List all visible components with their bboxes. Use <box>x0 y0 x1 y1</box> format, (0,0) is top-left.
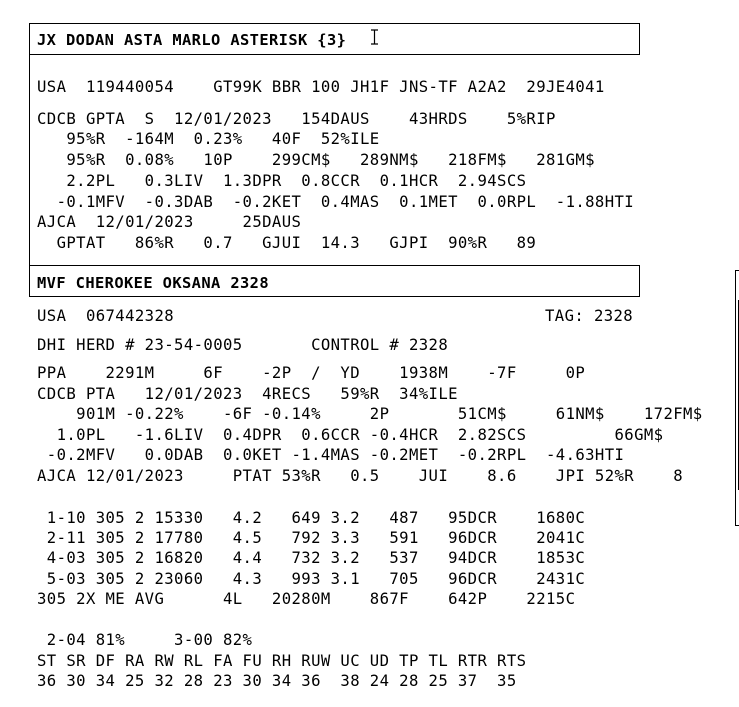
linear-trait-headers: ST SR DF RA RW RL FA FU RH RUW UC UD TP TL RTR RTS <box>37 652 527 670</box>
animal2-header: MVF CHEROKEE OKSANA 2328 <box>37 274 269 292</box>
animal2-usa: USA 067442328 <box>37 307 175 325</box>
lactation-row: 5-03 305 2 23060 4.3 993 3.1 705 96DCR 2431C <box>37 570 586 588</box>
animal1-gpta-line: -0.1MFV -0.3DAB -0.2KET 0.4MAS 0.1MET 0.0RPL -1.88HTI <box>37 193 635 211</box>
linear-trait-values: 36 30 34 25 32 28 23 30 34 36 38 24 28 25 37 35 <box>37 672 517 690</box>
animal1-gpta-line: 2.2PL 0.3LIV 1.3DPR 0.8CCR 0.1HCR 2.94SCS <box>37 172 527 190</box>
animal2-pta-line: 1.0PL -1.6LIV 0.4DPR 0.6CCR -0.4HCR 2.82SCS 66GM$ <box>37 426 664 444</box>
animal1-gpta-line: CDCB GPTA S 12/01/2023 154DAUS 43HRDS 5%RIP <box>37 110 556 128</box>
animal1-ajca-line: GPTAT 86%R 0.7 GJUI 14.3 GJPI 90%R 89 <box>37 234 537 252</box>
animal1-id-line: USA 119440054 GT99K BBR 100 JH1F JNS-TF A2A2 29JE4041 <box>37 78 605 96</box>
lactation-row: 2-11 305 2 17780 4.5 792 3.3 591 96DCR 2041C <box>37 529 586 547</box>
animal1-gpta-line: 95%R -164M 0.23% 40F 52%ILE <box>37 130 380 148</box>
classification-scores: 2-04 81% 3-00 82% <box>37 631 253 649</box>
animal2-herd-line: DHI HERD # 23-54-0005 CONTROL # 2328 <box>37 336 449 354</box>
lactation-row: 4-03 305 2 16820 4.4 732 3.2 537 94DCR 1853C <box>37 549 586 567</box>
text-cursor-icon <box>370 29 379 45</box>
offscreen-box-edge <box>735 525 739 526</box>
animal1-left-rule <box>29 55 30 265</box>
animal1-gpta-line: 95%R 0.08% 10P 299CM$ 289NM$ 218FM$ 281GM$ <box>37 151 595 169</box>
animal2-ajca-line: AJCA 12/01/2023 PTAT 53%R 0.5 JUI 8.6 JPI 52%R 8 <box>37 467 684 485</box>
animal1-header: JX DODAN ASTA MARLO ASTERISK {3} <box>37 31 347 49</box>
animal2-pta-line: CDCB PTA 12/01/2023 4RECS 59%R 34%ILE <box>37 385 458 403</box>
animal2-ppa-line: PPA 2291M 6F -2P / YD 1938M -7F 0P <box>37 364 586 382</box>
animal2-pta-line: -0.2MFV 0.0DAB 0.0KET -1.4MAS -0.2MET -0.2RPL -4.63HTI <box>37 446 625 464</box>
animal2-pta-line: 901M -0.22% -6F -0.14% 2P 51CM$ 61NM$ 172FM$ <box>37 405 703 423</box>
lactation-row: 1-10 305 2 15330 4.2 649 3.2 487 95DCR 1680C <box>37 509 586 527</box>
animal1-ajca-line: AJCA 12/01/2023 25DAUS <box>37 213 302 231</box>
animal2-tag: TAG: 2328 <box>545 307 634 325</box>
offscreen-box-edge <box>735 270 736 526</box>
lactation-average: 305 2X ME AVG 4L 20280M 867F 642P 2215C <box>37 590 576 608</box>
